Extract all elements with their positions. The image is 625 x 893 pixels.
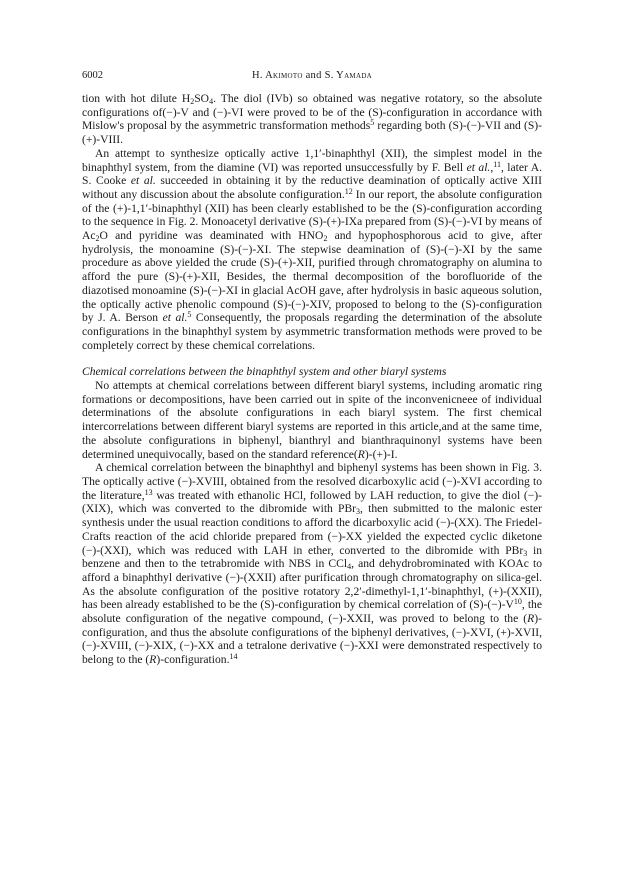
section-heading: Chemical correlations between the binaphthyl system and other biaryl systems xyxy=(82,365,447,379)
paragraph-1: tion with hot dilute $H_2SO_4$. The diol (IVb) so obtained was negative rotatory, so the absolute configurations of(−)-V and (−)-VI were proved to be of the (S)-configuration in accordance with Mislow's proposal by the asymmetric transformation methods$^5$ regarding both (S)-(−)-VII and (S)-(+)-VIII. xyxy=(82,92,542,147)
paragraph-2: An attempt to synthesize optically active 1,1′-binaphthyl (XII), the simplest model in the binaphthyl system, from the diamine (VI) was reported unsuccessfully by F. Bell et al.,$^{11}$, later A. S. Cooke et al. succeeded in obtaining it by the reductive deamination of optically active XIII without any discussion about the absolute configuration.$^{12}$ In our report, the absolute configuration of the (+)-1,1′-binaphthyl (XII) has been clearly established to be the (S)-configuration according to the sequence in Fig. 2. Monoacetyl derivative (S)-(+)-IXa prepared from (S)-(−)-VI by means of $Ac_2O$ and pyridine was deaminated with $HNO_2$ and hypophosphorous acid to give, after hydrolysis, the monoamine (S)-(−)-XI. The stepwise deamination of (S)-(−)-XI by the same procedure as above yielded the crude (S)-(+)-XII, purified through chromatography on alumina to afford the pure (S)-(+)-XII, Besides, the thermal decomposition of the borofluoride of the diazotised monoamine (S)-(−)-XI in glacial AcOH gave, after hydrolysis in basic aqueous solution, the optically active phenolic compound (S)-(−)-XIV, proposed to belong to the (S)-configuration by J. A. Berson et al.$^5$ Consequently, the proposals regarding the determination of the absolute configurations in the binaphthyl system by asymmetric transformation methods were proved to be completely correct by these chemical correlations. xyxy=(82,146,543,352)
body-text xyxy=(82,92,542,667)
page-header xyxy=(82,70,542,84)
paragraph-4: A chemical correlation between the binaphthyl and biphenyl systems has been shown in Fig. 3. The optically active (−)-XVIII, obtained from the resolved dicarboxylic acid (−)-XVI according to the literature,$^{13}$ was treated with ethanolic HCl, followed by LAH reduction, to give the diol (−)-(XIX), which was converted to the dibromide with PBr$_3$, then submitted to the malonic ester synthesis under the usual reaction conditions to afford the dicarboxylic acid (−)-(XX). The Friedel-Crafts reaction of the acid chloride prepared from (−)-XX yielded the expected cyclic diketone (−)-(XXI), which was reduced with LAH in ether, converted to the dibromide with PBr$_3$ in benzene and then to the tetrabromide with NBS in CCl$_4$, and dehydrobrominated with KOAc to afford a binaphthyl derivative (−)-(XXII) after purification through chromatography on silica-gel. As the absolute configuration of the positive rotatory 2,2′-dimethyl-1,1′-binaphthyl, (+)-(XXII), has been already established to be the (S)-configuration by chemical correlation of $(S)-(-)-V^{10}$, the absolute configuration of the negative compound, (−)-XXII, was proved to belong to the (R)-configuration, and thus the absolute configurations of the biphenyl derivatives, (−)-XVI, (+)-XVII, (−)-XVIII, (−)-XIX, (−)-XX and a tetralone derivative (−)-XXI were demonstrated respectively to belong to the (R)-configuration.$^{14}$ xyxy=(82,461,542,667)
paragraph-3: No attempts at chemical correlations between different biaryl systems, including aromatic ring formations or decompositions, have been carried out in spite of the inconvenicneee of individual determinations of the absolute configurations in each biaryl system. The first chemical intercorrelations between different biaryl systems are reported in this article,and at the same time, the absolute configurations in biphenyl, bianthryl and bianthraquinonyl systems have been determined unequivocally, based on the standard reference(R)-(+)-I. xyxy=(82,379,542,461)
running-head-authors: H. Akimoto and S. Yamada xyxy=(251,70,373,81)
page-number: 6002 xyxy=(82,70,103,81)
